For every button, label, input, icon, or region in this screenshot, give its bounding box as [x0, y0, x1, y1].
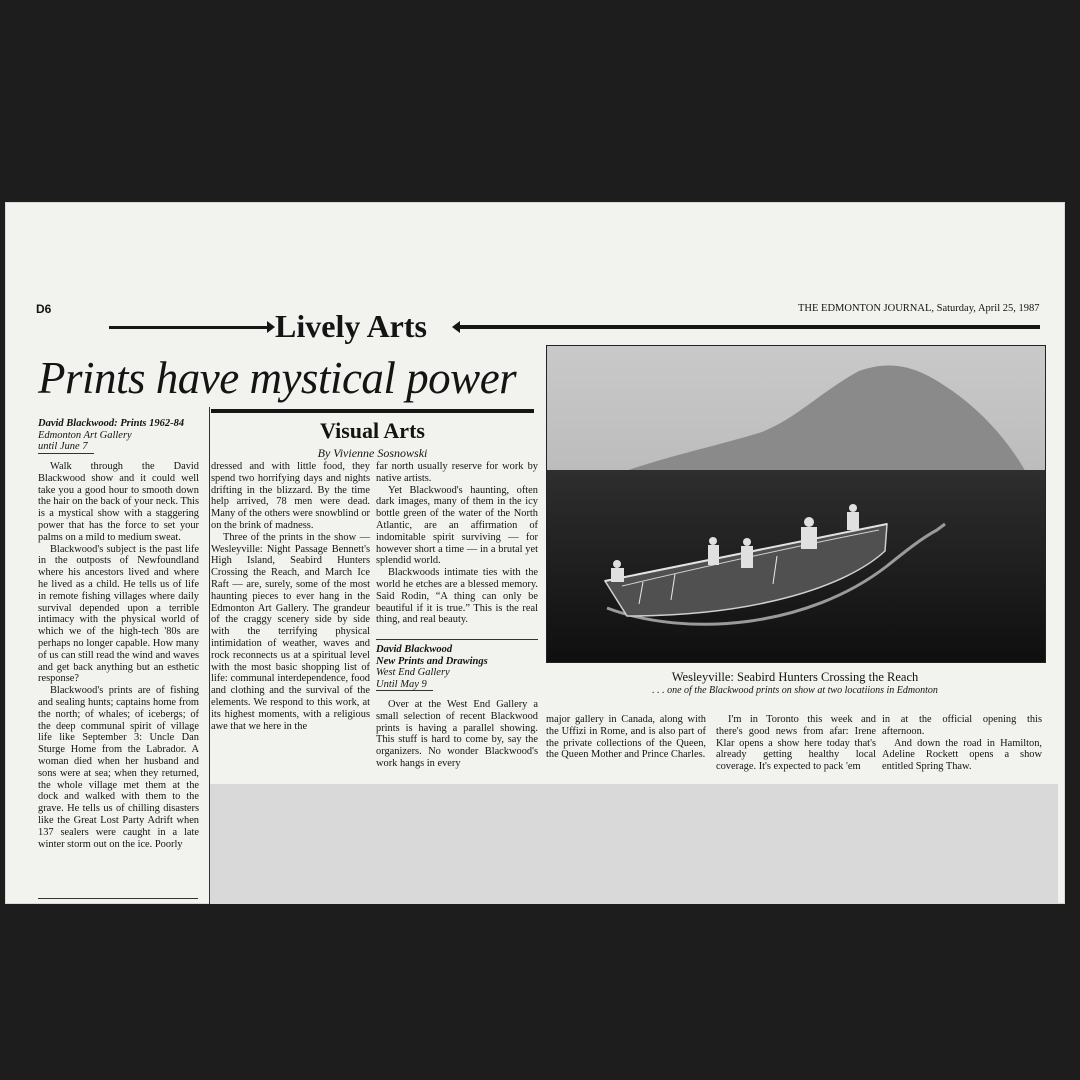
photo-caption: Wesleyville: Seabird Hunters Crossing the Reach	[671, 670, 919, 684]
boat-print-illustration	[547, 346, 1045, 662]
show-info-box	[38, 418, 198, 454]
second-show-title: New Prints and Drawings	[376, 655, 488, 667]
paragraph: dressed and with little food, they spend two horrifying days and nights drifting in the blizzard. By the time help arrived, 78 men were dead. Many of the others were snowblind or on the brink of madness.	[211, 461, 370, 531]
article-column-5	[716, 714, 876, 773]
article-column-6	[882, 714, 1042, 773]
article-column-3	[376, 461, 538, 626]
newspaper-clipping	[5, 202, 1065, 904]
print-photo	[546, 345, 1046, 663]
paragraph: I'm in Toronto this week and there's good news from afar: Irene Klar opens a show here today that's already getting healthy local coverage. It's expected to pack 'em	[716, 714, 876, 773]
paragraph: Three of the prints in the show — Wesleyville: Night Passage Bennett's High Island, Seabird Hunters Crossing the Reach, and March Ice Raft — are, surely, some of the most haunting pieces to ever hang in the Edmonton Art Gallery. The grandeur of the craggy scenery side by side with the terrifying physical intimidation of weather, waves and rock reconnects us at a spiritual level with the most basic shopping list of life: communal interdependence, food and clothing and the survival of the elements. We respond to this work, at its highest moments, with a religious awe that we here in the	[211, 531, 370, 732]
paragraph: Blackwood's prints are of fishing and sealing hunts; captains home from the north; of whales; of icebergs; of the deep communal spirit of village life like September 3: Uncle Dan Sturge Home from the Labrador. A woman died when her husband and sons were at sea; when they returned, the whole village met them at the dock and walked with them to the grave. He tells us of chilling disasters like the Great Lost Party Adrift when 137 sealers were caught in a late winter storm out on the ice. Poorly	[38, 685, 199, 850]
second-show-venue: West End Gallery	[376, 667, 450, 678]
article-column-3-continued	[376, 699, 538, 770]
blank-area	[210, 784, 1058, 904]
paragraph: Walk through the David Blackwood show and it could well take you a good hour to smooth down the hair on the back of your neck. This is a mystical show with a staggering power that has the force to set your palms on a mild to medium sweat.	[38, 461, 199, 543]
paragraph: And down the road in Hamilton, Adeline Rockett opens a show entitled Spring Thaw.	[882, 737, 1042, 773]
photo-subcaption: . . . one of the Blackwood prints on show at two locatiions in Edmonton	[652, 685, 938, 696]
section-arrow-left	[267, 321, 275, 333]
paragraph: major gallery in Canada, along with the Uffizi in Rome, and is also part of the private collections of the Queen, the Queen Mother and Prince Charles.	[546, 714, 706, 761]
byline: By Vivienne Sosnowski	[317, 446, 428, 460]
paragraph: Blackwoods intimate ties with the world he etches are a blessed memory. Said Rodin, “A thing can only be beautiful if it is true.” This is the real thing, and real beauty.	[376, 567, 538, 626]
section-title: Lively Arts	[275, 308, 427, 344]
page-number: D6	[36, 302, 52, 316]
show-title: David Blackwood: Prints 1962-84	[38, 418, 185, 429]
second-show-artist: David Blackwood	[376, 644, 453, 655]
show-dates: until June 7	[38, 441, 94, 454]
paragraph: Blackwood's subject is the past life in the outposts of Newfoundland where his ancestors lived and where he lived as a child. He tells us of life in remote fishing villages where daily survival depended upon a terrible intimacy with the physical world of which we of the high-tech '80s are perhaps no longer capable. How many of us can still read the wind and waves and get back anything but an esthetic response?	[38, 543, 200, 685]
headline: Prints have mystical power	[38, 353, 517, 403]
paragraph: Over at the West End Gallery a small selection of recent Blackwood prints is having a parallel showing. This stuff is hard to come by, say the organizers. No wonder Blackwood's work hangs in every	[376, 699, 538, 769]
column-end-rule	[38, 898, 198, 899]
column-title: Visual Arts	[320, 418, 425, 443]
paragraph: Yet Blackwood's haunting, often dark images, many of them in the icy bottle green of the water of the North Atlantic, are an affirmation of indomitable spirit surviving — for however short a time — in a brutal yet splendid world.	[376, 484, 538, 567]
column-divider	[209, 407, 210, 904]
section-rule-right	[458, 325, 1040, 329]
paragraph: in at the official opening this afternoon.	[882, 714, 1042, 737]
article-column-1	[38, 461, 199, 850]
section-rule-left	[109, 326, 271, 329]
masthead: THE EDMONTON JOURNAL, Saturday, April 25, 1987	[798, 303, 1040, 314]
second-show-dates: Until May 9	[376, 679, 433, 692]
second-show-info-box	[376, 639, 538, 691]
article-column-2	[211, 461, 370, 732]
article-column-4	[546, 714, 706, 761]
column-title-bar	[211, 409, 534, 413]
show-venue: Edmonton Art Gallery	[38, 429, 132, 441]
paragraph: far north usually reserve for work by native artists.	[376, 461, 538, 484]
